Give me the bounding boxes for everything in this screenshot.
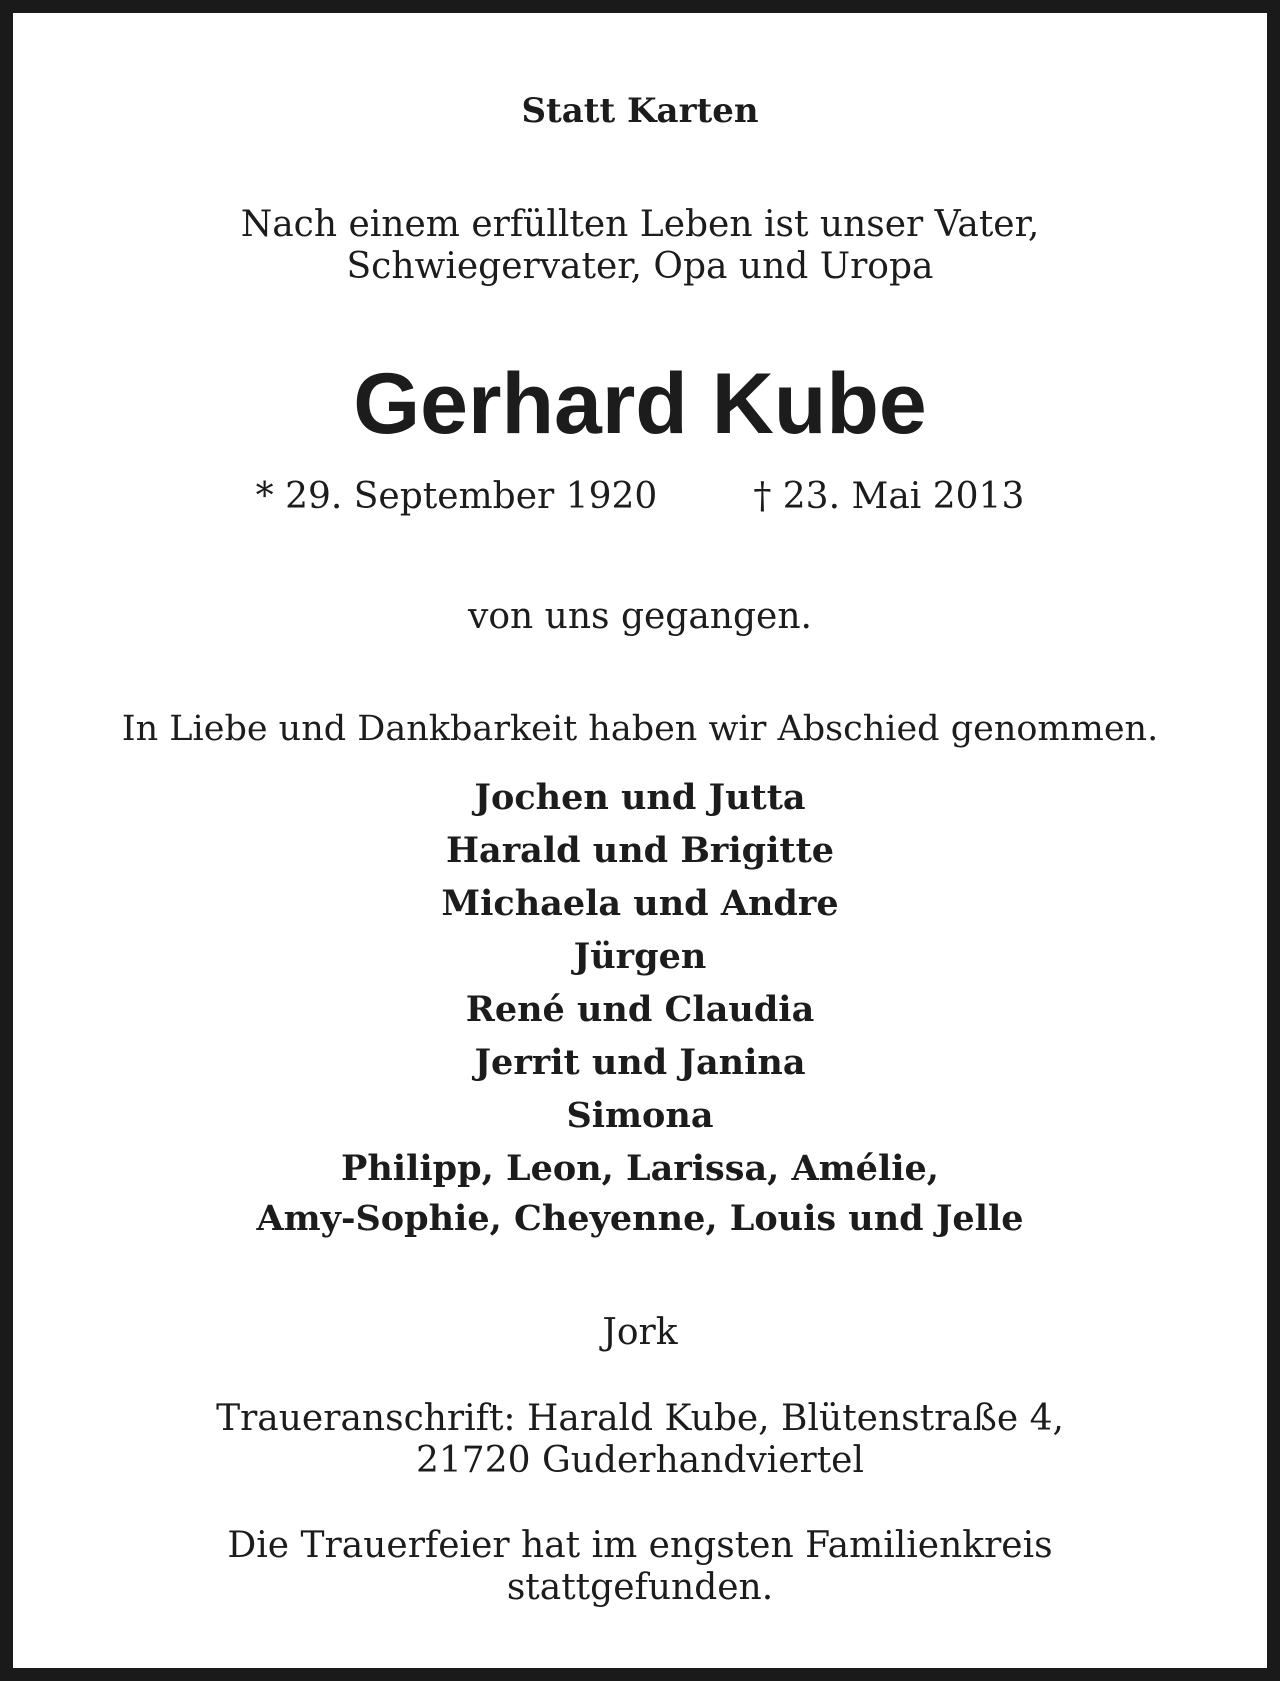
place-name: Jork [602, 1312, 678, 1353]
notice-header: Statt Karten [521, 91, 759, 131]
birth-date: * 29. September 1920 [255, 476, 658, 517]
family-member-line: Philipp, Leon, Larissa, Amélie, [341, 1148, 939, 1189]
life-dates [13, 476, 1267, 517]
family-member-line: Jürgen [573, 936, 707, 977]
farewell-text: In Liebe und Dankbarkeit haben wir Abschied genommen. [121, 709, 1159, 749]
mourning-address-line-1: Traueranschrift: Harald Kube, Blütenstraße 4, [216, 1398, 1064, 1439]
ceremony-line-1: Die Trauerfeier hat im engsten Familienkreis [227, 1525, 1053, 1566]
intro-line-1: Nach einem erfüllten Leben ist unser Vater, [240, 204, 1040, 245]
intro-line-2: Schwiegervater, Opa und Uropa [346, 246, 934, 287]
family-member-line: Jochen und Jutta [474, 777, 806, 818]
family-member-line: Simona [566, 1095, 714, 1136]
death-date: † 23. Mai 2013 [753, 476, 1025, 517]
ceremony-line-2: stattgefunden. [506, 1567, 774, 1608]
family-member-line: Jerrit und Janina [474, 1042, 806, 1083]
mourning-address-line-2: 21720 Guderhandviertel [416, 1440, 864, 1481]
family-member-line: Michaela und Andre [441, 883, 839, 924]
deceased-name: Gerhard Kube [353, 356, 927, 452]
passed-away-text: von uns gegangen. [468, 596, 812, 637]
family-member-line: Amy-Sophie, Cheyenne, Louis und Jelle [256, 1198, 1024, 1239]
family-member-line: René und Claudia [465, 989, 815, 1030]
family-member-line: Harald und Brigitte [445, 830, 835, 871]
